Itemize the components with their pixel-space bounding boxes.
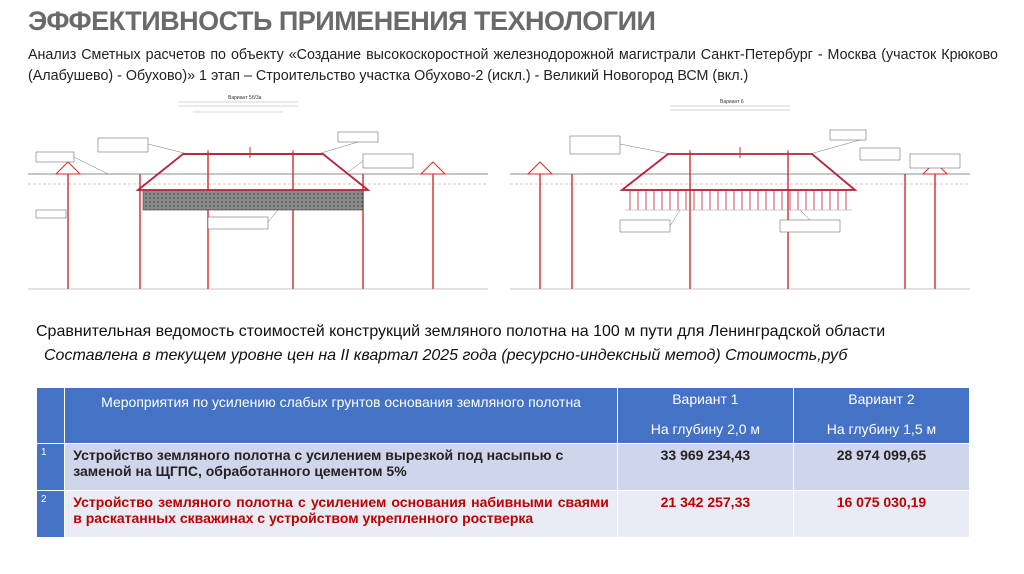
- variant-2-depth: На глубину 1,5 м: [826, 421, 937, 437]
- table-row: [37, 444, 970, 491]
- row-number: 2: [37, 491, 65, 538]
- row-description: Устройство земляного полотна с усилением вырезкой под насыпью с заменой на ЩГПС, обработанного цементом 5%: [65, 444, 618, 491]
- variant-1-title: Вариант 1: [672, 391, 739, 407]
- table-subcaption: Составлена в текущем уровне цен на II квартал 2025 года (ресурсно-индексный метод) Стоимость,руб: [44, 347, 848, 364]
- row-variant-1-cost: 21 342 257,33: [617, 491, 793, 538]
- header-variant-2-cell: [793, 388, 969, 444]
- page-title: ЭФФЕКТИВНОСТЬ ПРИМЕНЕНИЯ ТЕХНОЛОГИИ: [28, 6, 656, 36]
- drawing-label: Вариант 6: [720, 99, 744, 105]
- variant-2-title: Вариант 2: [848, 391, 915, 407]
- row-variant-2-cost: 16 075 030,19: [793, 491, 969, 538]
- table-caption: Сравнительная ведомость стоимостей конструкций земляного полотна на 100 м пути для Ленинградской области: [36, 323, 886, 340]
- row-number: 1: [37, 444, 65, 491]
- variant-1-depth: На глубину 2,0 м: [650, 421, 761, 437]
- table-header-row: [37, 388, 970, 444]
- header-desc-cell: Мероприятия по усилению слабых грунтов основания земляного полотна: [65, 388, 618, 444]
- row-variant-1-cost: 33 969 234,43: [617, 444, 793, 491]
- cross-section-drawing-variant-2: [510, 92, 970, 292]
- cost-comparison-table: [36, 387, 970, 538]
- cross-section-drawing-variant-1: [28, 92, 488, 292]
- header-variant-1-cell: [617, 388, 793, 444]
- table-row: [37, 491, 970, 538]
- drawing-label: Вариант 5б/3а: [228, 95, 262, 101]
- subtitle: Анализ Сметных расчетов по объекту «Создание высокоскоростной железнодорожной магистрали Санкт-Петербург - Москва (участок Крюково (Алабушево) - Обухово)» 1 этап – Строительство участка Обухово-2 (искл.) - Великий Новогород ВСМ (вкл.): [28, 47, 998, 84]
- row-description: Устройство земляного полотна с усилением основания набивными сваями в раскатанных скважинах с устройством укрепленного ростверка: [65, 491, 618, 538]
- header-num-cell: [37, 388, 65, 444]
- row-variant-2-cost: 28 974 099,65: [793, 444, 969, 491]
